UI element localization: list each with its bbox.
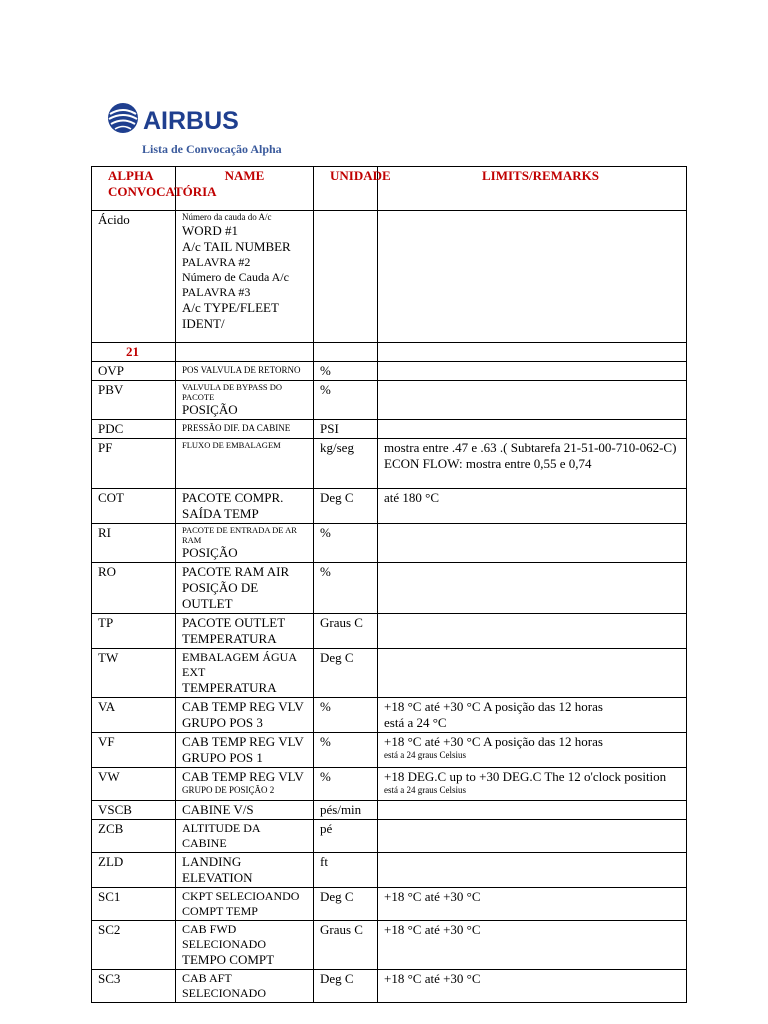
table-header-row <box>92 167 687 211</box>
table-row <box>92 381 687 420</box>
row-remarks <box>378 614 687 649</box>
table-row <box>92 211 687 343</box>
row-name: CABINE V/S <box>176 801 314 820</box>
row-remarks: +18 °C até +30 °C <box>378 888 687 921</box>
row-name: VALVULA DE BYPASS DO PACOTE POSIÇÃO <box>176 381 314 420</box>
row-code: SC3 <box>92 970 176 1003</box>
table-row <box>92 733 687 768</box>
row-remarks <box>378 563 687 614</box>
row-code: COT <box>92 489 176 524</box>
header-name: NAME <box>176 167 314 211</box>
header-unit: UNIDADE <box>314 167 378 211</box>
row-unit: Deg C <box>314 489 378 524</box>
table-row <box>92 524 687 563</box>
row-remarks: +18 °C até +30 °C A posição das 12 horas está a 24 graus Celsius <box>378 733 687 768</box>
row-remarks: +18 °C até +30 °C <box>378 921 687 970</box>
row-name: LANDING ELEVATION <box>176 853 314 888</box>
row-remarks <box>378 362 687 381</box>
row-name: ALTITUDE DA CABINE <box>176 820 314 853</box>
row-unit: pés/min <box>314 801 378 820</box>
row-remarks <box>378 420 687 439</box>
row-code: Ácido <box>92 211 176 343</box>
row-code: RI <box>92 524 176 563</box>
row-name <box>176 211 314 343</box>
row-unit: % <box>314 362 378 381</box>
row-name: CAB TEMP REG VLV GRUPO POS 1 <box>176 733 314 768</box>
row-remarks: até 180 °C <box>378 489 687 524</box>
row-code: TW <box>92 649 176 698</box>
table-row <box>92 439 687 489</box>
row-code: VA <box>92 698 176 733</box>
row-unit: kg/seg <box>314 439 378 489</box>
row-name: PACOTE RAM AIR POSIÇÃO DE OUTLET <box>176 563 314 614</box>
name-line: PALAVRA #2 <box>182 255 251 269</box>
row-code: TP <box>92 614 176 649</box>
table-row <box>92 489 687 524</box>
row-unit: PSI <box>314 420 378 439</box>
airbus-logo <box>106 100 256 136</box>
name-line: A/c TAIL NUMBER <box>182 239 291 254</box>
row-name: CAB FWD SELECIONADO TEMPO COMPT <box>176 921 314 970</box>
row-remarks: +18 DEG.C up to +30 DEG.C The 12 o'clock position está a 24 graus Celsius <box>378 768 687 801</box>
row-name: PRESSÃO DIF. DA CABINE <box>176 420 314 439</box>
row-unit: % <box>314 733 378 768</box>
header-limits: LIMITS/REMARKS <box>378 167 687 211</box>
row-code: VF <box>92 733 176 768</box>
row-remarks <box>378 211 687 343</box>
row-remarks <box>378 649 687 698</box>
row-code: SC2 <box>92 921 176 970</box>
section-number: 21 <box>92 343 176 362</box>
table-row <box>92 698 687 733</box>
row-name: CAB AFT SELECIONADO <box>176 970 314 1003</box>
row-remarks <box>378 524 687 563</box>
row-name: PACOTE DE ENTRADA DE AR RAM POSIÇÃO <box>176 524 314 563</box>
header-alpha: ALPHA CONVOCATÓRIA <box>92 167 176 211</box>
table-row <box>92 362 687 381</box>
table-row <box>92 921 687 970</box>
row-unit: % <box>314 768 378 801</box>
row-unit: Deg C <box>314 970 378 1003</box>
row-unit: Deg C <box>314 649 378 698</box>
row-unit: % <box>314 524 378 563</box>
row-remarks <box>378 853 687 888</box>
row-name: PACOTE COMPR. SAÍDA TEMP <box>176 489 314 524</box>
row-unit: pé <box>314 820 378 853</box>
table-row <box>92 853 687 888</box>
table-row <box>92 888 687 921</box>
name-line: PALAVRA #3 <box>182 285 251 299</box>
row-code: PBV <box>92 381 176 420</box>
row-name: FLUXO DE EMBALAGEM <box>176 439 314 489</box>
table-row <box>92 801 687 820</box>
name-line: Número da cauda do A/c <box>182 212 272 222</box>
row-name: PACOTE OUTLET TEMPERATURA <box>176 614 314 649</box>
row-unit: Graus C <box>314 614 378 649</box>
name-line: Número de Cauda A/c <box>182 270 289 284</box>
airbus-logo-icon <box>106 100 256 136</box>
row-remarks: +18 °C até +30 °C A posição das 12 horas está a 24 °C <box>378 698 687 733</box>
row-unit: ft <box>314 853 378 888</box>
row-unit <box>314 211 378 343</box>
row-remarks <box>378 801 687 820</box>
row-code: PDC <box>92 420 176 439</box>
row-remarks: +18 °C até +30 °C <box>378 970 687 1003</box>
name-line: WORD #1 <box>182 223 238 238</box>
row-code: VW <box>92 768 176 801</box>
row-remarks <box>378 381 687 420</box>
row-code: SC1 <box>92 888 176 921</box>
table-row <box>92 649 687 698</box>
row-remarks: mostra entre .47 e .63 .( Subtarefa 21-51-00-710-062-C) ECON FLOW: mostra entre 0,55 e 0,74 <box>378 439 687 489</box>
row-unit: % <box>314 563 378 614</box>
row-name: CAB TEMP REG VLV GRUPO POS 3 <box>176 698 314 733</box>
name-line: A/c TYPE/FLEET IDENT/ <box>182 300 279 331</box>
table-row <box>92 563 687 614</box>
table-row <box>92 768 687 801</box>
row-name: EMBALAGEM ÁGUA EXT TEMPERATURA <box>176 649 314 698</box>
row-unit: % <box>314 381 378 420</box>
row-code: OVP <box>92 362 176 381</box>
table-row <box>92 820 687 853</box>
row-code: ZLD <box>92 853 176 888</box>
row-unit: % <box>314 698 378 733</box>
section-row <box>92 343 687 362</box>
row-code: VSCB <box>92 801 176 820</box>
row-name: POS VALVULA DE RETORNO <box>176 362 314 381</box>
row-code: ZCB <box>92 820 176 853</box>
row-unit: Graus C <box>314 921 378 970</box>
table-row <box>92 614 687 649</box>
row-unit: Deg C <box>314 888 378 921</box>
alpha-call-table <box>91 166 687 1003</box>
table-row <box>92 970 687 1003</box>
row-name: CKPT SELECIOANDO COMPT TEMP <box>176 888 314 921</box>
airbus-wordmark: AIRBUS <box>143 107 239 135</box>
document-title: Lista de Convocação Alpha <box>142 142 282 156</box>
row-remarks <box>378 820 687 853</box>
row-code: PF <box>92 439 176 489</box>
table-row <box>92 420 687 439</box>
row-name: CAB TEMP REG VLV GRUPO DE POSIÇÃO 2 <box>176 768 314 801</box>
row-code: RO <box>92 563 176 614</box>
